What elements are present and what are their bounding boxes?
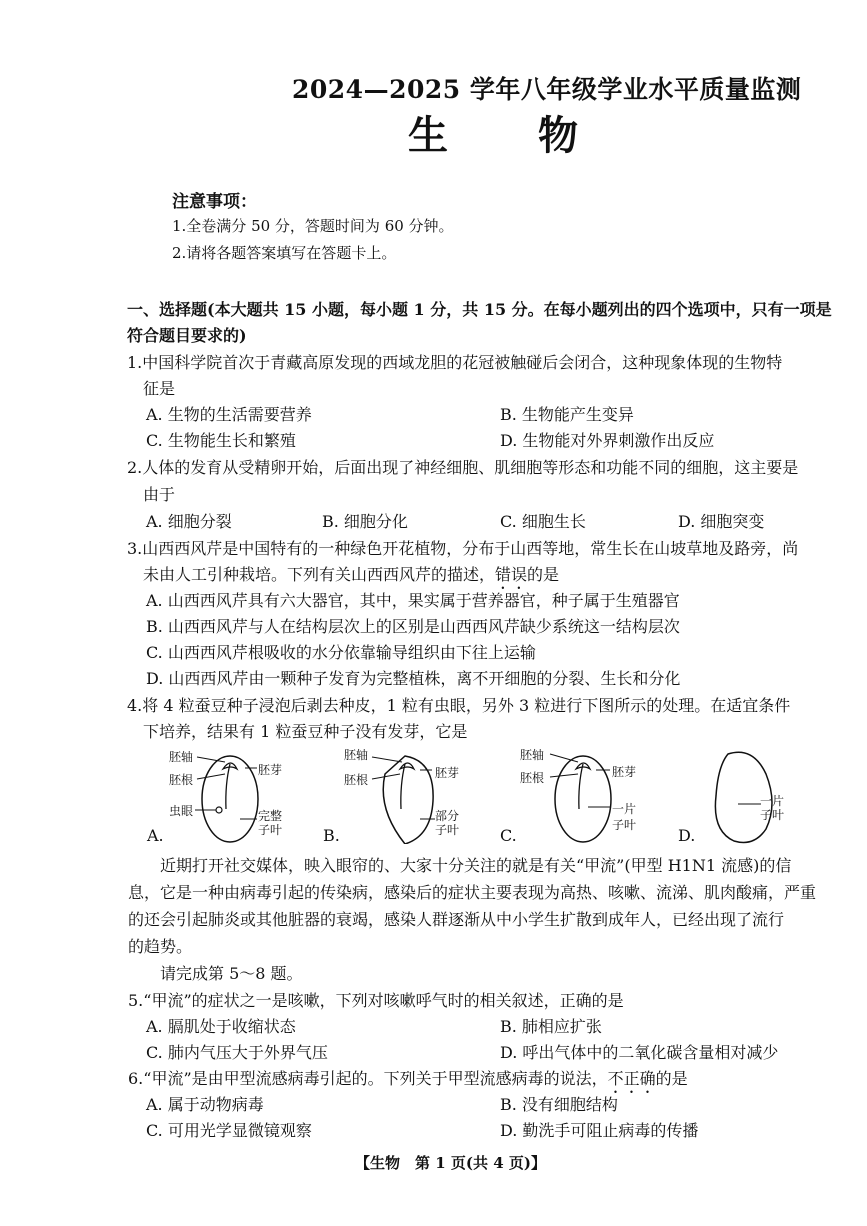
label-plumule: 胚芽 (612, 765, 637, 779)
label-cotyledon-2: 子叶 (612, 818, 637, 832)
question-1-option-a: A. 生物的生活需要营养 (146, 405, 312, 424)
label-cotyledon: 一片 (760, 794, 785, 808)
question-6-stem-text: 6.“甲流”是由甲型流感病毒引起的。下列关于甲型流感病毒的说法， (128, 1069, 608, 1088)
question-2-option-b: B. 细胞分化 (322, 512, 408, 531)
question-1-option-b: B. 生物能产生变异 (500, 405, 634, 424)
seed-diagram-b (320, 744, 480, 844)
question-6-option-d: D. 勤洗手可阻止病毒的传播 (500, 1121, 699, 1140)
passage-line: 近期打开社交媒体，映入眼帘的、大家十分关注的就是有关“甲流”(甲型 H1N1 流感)的信 (160, 856, 792, 875)
question-3-stem-end: 的是 (527, 565, 560, 584)
passage-line: 息，它是一种由病毒引起的传染病，感染后的症状主要表现为高热、咳嗽、流涕、肌肉酸痛，严重 (128, 883, 817, 902)
question-5-stem: 5.“甲流”的症状之一是咳嗽，下列对咳嗽呼气时的相关叙述，正确的是 (128, 991, 624, 1010)
question-6-stem-end: 的是 (655, 1069, 688, 1088)
question-5-option-b: B. 肺相应扩张 (500, 1017, 602, 1036)
question-3-option-b: B. 山西西风芹与人在结构层次上的区别是山西西风芹缺少系统这一结构层次 (146, 617, 680, 636)
question-3-option-d: D. 山西西风芹由一颗种子发育为完整植株，离不开细胞的分裂、生长和分化 (146, 669, 681, 688)
notice-item: 2.请将各题答案填写在答题卡上。 (172, 244, 397, 262)
passage-line: 的趋势。 (128, 937, 193, 956)
question-4-stem: 4.将 4 粒蚕豆种子浸泡后剥去种皮，1 粒有虫眼，另外 3 粒进行下图所示的处理。在适宜条件 (127, 696, 791, 715)
question-6-option-b: B. 没有细胞结构 (500, 1095, 618, 1114)
question-1-option-c: C. 生物能生长和繁殖 (146, 431, 296, 450)
question-2-option-c: C. 细胞生长 (500, 512, 586, 531)
section-heading-cont: 符合题目要求的) (127, 326, 247, 345)
question-5-option-a: A. 膈肌处于收缩状态 (146, 1017, 296, 1036)
question-3-stem-text: 未由人工引种栽培。下列有关山西西风芹的描述， (143, 565, 496, 584)
question-2-option-a: A. 细胞分裂 (146, 512, 232, 531)
question-3-stem: 3.山西西风芹是中国特有的一种绿色开花植物，分布于山西等地，常生长在山坡草地及路旁，尚 (127, 539, 799, 558)
question-5-option-c: C. 肺内气压大于外界气压 (146, 1043, 328, 1062)
label-embryo-axis: 胚轴 (169, 750, 194, 764)
subject-title: 生物 (408, 112, 668, 159)
label-plumule: 胚芽 (435, 766, 460, 780)
seed-d-drawing (676, 744, 826, 844)
question-2-stem: 2.人体的发育从受精卵开始，后面出现了神经细胞、肌细胞等形态和功能不同的细胞，这主要是 (127, 458, 799, 477)
question-4-stem-cont: 下培养，结果有 1 粒蚕豆种子没有发芽，它是 (143, 722, 468, 741)
exam-title: 2024—2025 学年八年级学业水平质量监测 (292, 75, 802, 104)
question-6-option-a: A. 属于动物病毒 (146, 1095, 264, 1114)
diagram-option-a: A. (147, 826, 164, 845)
seed-diagram-a (145, 744, 305, 844)
label-embryo-axis: 胚轴 (344, 748, 369, 762)
label-cotyledon: 部分 (435, 809, 460, 823)
question-3-option-c: C. 山西西风芹根吸收的水分依靠输导组织由下往上运输 (146, 643, 536, 662)
question-1-option-d: D. 生物能对外界刺激作出反应 (500, 431, 715, 450)
passage-line: 的还会引起肺炎或其他脏器的衰竭，感染人群逐渐从中小学生扩散到成年人，已经出现了流行 (128, 910, 785, 929)
question-2-option-d: D. 细胞突变 (678, 512, 765, 531)
notice-item: 1.全卷满分 50 分，答题时间为 60 分钟。 (172, 217, 454, 235)
seed-diagram-d (676, 744, 826, 844)
question-1-stem: 1.中国科学院首次于青藏高原发现的西域龙胆的花冠被触碰后会闭合，这种现象体现的生物特 (127, 353, 783, 372)
diagram-option-c: C. (500, 826, 517, 845)
question-1-stem-cont: 征是 (143, 379, 176, 398)
question-3-option-a: A. 山西西风芹具有六大器官，其中，果实属于营养器官，种子属于生殖器官 (146, 591, 680, 610)
diagram-option-d: D. (678, 826, 696, 845)
label-radicle: 胚根 (169, 773, 194, 787)
label-cotyledon: 一片 (612, 802, 637, 816)
emphasis-word: 错误 (495, 565, 528, 584)
page-footer: 【生物 第 1 页(共 4 页)】 (355, 1154, 546, 1172)
label-wormhole: 虫眼 (169, 804, 194, 818)
section-heading: 一、选择题(本大题共 15 小题，每小题 1 分，共 15 分。在每小题列出的四个选项中，只有一项是 (127, 300, 832, 319)
label-cotyledon: 完整 (258, 809, 283, 823)
emphasis-word: 不正确 (607, 1069, 656, 1088)
notice-heading: 注意事项： (172, 192, 257, 212)
diagram-option-b: B. (323, 826, 340, 845)
question-2-stem-cont: 由于 (143, 485, 176, 504)
question-5-option-d: D. 呼出气体中的二氧化碳含量相对减少 (500, 1043, 779, 1062)
seed-diagram-c (498, 744, 658, 844)
label-cotyledon-2: 子叶 (258, 823, 283, 837)
label-cotyledon-2: 子叶 (435, 823, 460, 837)
passage-instruction: 请完成第 5～8 题。 (160, 964, 303, 983)
label-embryo-axis: 胚轴 (520, 748, 545, 762)
label-radicle: 胚根 (520, 771, 545, 785)
question-6-option-c: C. 可用光学显微镜观察 (146, 1121, 312, 1140)
label-cotyledon-2: 子叶 (760, 808, 785, 822)
label-plumule: 胚芽 (258, 763, 283, 777)
label-radicle: 胚根 (344, 773, 369, 787)
